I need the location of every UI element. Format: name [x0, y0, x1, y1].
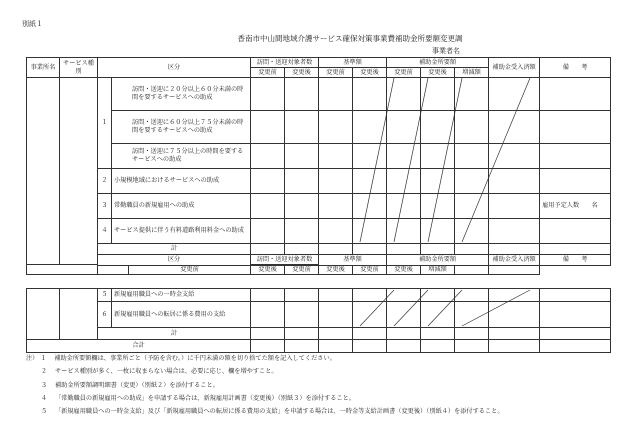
input-cell[interactable]	[285, 144, 319, 169]
service-type-cell[interactable]	[60, 78, 98, 265]
diagonal-cell	[387, 219, 421, 244]
category-number: ４	[98, 219, 112, 244]
remark-cell[interactable]	[540, 302, 611, 328]
header-subsidy-received: 補助金受入済額	[489, 58, 540, 78]
category-number: １	[98, 78, 112, 169]
input-cell[interactable]	[319, 289, 353, 302]
remark-cell[interactable]	[540, 144, 611, 169]
input-cell[interactable]	[319, 244, 353, 255]
header-category: 区分	[98, 255, 251, 266]
diagonal-cell	[489, 144, 540, 169]
input-cell[interactable]	[319, 340, 353, 353]
header-before: 変更前	[319, 68, 353, 78]
input-cell[interactable]	[489, 328, 540, 340]
diagonal-cell	[455, 78, 489, 111]
input-cell[interactable]	[285, 194, 319, 219]
diagonal-cell	[455, 289, 489, 302]
input-cell[interactable]	[353, 302, 387, 328]
input-cell[interactable]	[489, 244, 540, 255]
diagonal-cell	[421, 302, 455, 328]
input-cell[interactable]	[455, 328, 489, 340]
diagonal-cell	[387, 78, 421, 111]
input-cell[interactable]	[285, 289, 319, 302]
footnote-text: 「常勤職員の新規雇用への助成」を申請する場合は、新規雇用計画書（変更後）（別紙３）を添付すること。	[54, 394, 356, 402]
input-cell[interactable]	[387, 340, 421, 353]
diagonal-cell	[387, 169, 421, 194]
diagonal-cell	[421, 111, 455, 144]
input-cell[interactable]	[319, 169, 353, 194]
header-after: 変更後	[251, 266, 285, 275]
input-cell[interactable]	[353, 144, 387, 169]
diagonal-cell	[387, 289, 421, 302]
footnote-number: ５	[40, 408, 47, 416]
category-item: サービス提供に伴う有料道路利用料金への助成	[112, 219, 251, 244]
diagonal-cell	[387, 302, 421, 328]
diagonal-cell	[489, 111, 540, 144]
input-cell[interactable]	[353, 169, 387, 194]
input-cell[interactable]	[285, 340, 319, 353]
header-visits-count: 訪問・送迎対象者数	[251, 255, 319, 265]
input-cell[interactable]	[319, 219, 353, 244]
input-cell[interactable]	[353, 328, 387, 340]
header-service-type: サービス種別	[60, 58, 98, 78]
header-before: 変更前	[251, 68, 285, 78]
category-item: 小規模地域におけるサービスへの助成	[112, 169, 251, 194]
input-cell[interactable]	[319, 194, 353, 219]
remark-cell[interactable]	[540, 219, 611, 244]
diagonal-cell	[455, 302, 489, 328]
input-cell[interactable]	[353, 219, 387, 244]
input-cell[interactable]	[285, 328, 319, 340]
diagonal-cell	[421, 289, 455, 302]
subtotal-label: 計	[98, 244, 251, 255]
category-item: 訪問・送迎に２０分以上６０分未満の時間を要するサービスへの助成	[112, 78, 251, 111]
input-cell[interactable]	[251, 289, 285, 302]
input-cell[interactable]	[251, 219, 285, 244]
diagonal-cell	[489, 219, 540, 244]
input-cell[interactable]	[319, 144, 353, 169]
remark-cell[interactable]	[540, 111, 611, 144]
category-number: ５	[98, 289, 112, 302]
input-cell[interactable]	[353, 289, 387, 302]
input-cell[interactable]	[251, 111, 285, 144]
diagonal-cell	[421, 219, 455, 244]
footnote-row	[26, 405, 504, 418]
remark-cell[interactable]	[540, 340, 611, 353]
diagonal-cell	[455, 111, 489, 144]
header-after: 変更後	[387, 266, 421, 275]
input-cell[interactable]	[319, 302, 353, 328]
footnote-row	[26, 365, 504, 378]
footnote-number: ３	[40, 381, 47, 389]
diagonal-cell	[455, 144, 489, 169]
input-cell[interactable]	[455, 244, 489, 255]
header-after: 変更後	[421, 68, 455, 78]
grand-total-label: 合計	[27, 340, 251, 353]
header-remarks: 備 考	[540, 58, 611, 78]
input-cell[interactable]	[353, 194, 387, 219]
category-number: ３	[98, 194, 112, 219]
diagonal-cell	[489, 78, 540, 111]
category-number: ２	[98, 169, 112, 194]
remark-cell[interactable]	[540, 244, 611, 255]
category-item: 常勤職員の新規雇用への助成	[112, 194, 251, 219]
diagonal-cell	[387, 111, 421, 144]
input-cell[interactable]	[387, 244, 421, 255]
footnote-number: ４	[40, 394, 47, 402]
diagonal-cell	[489, 169, 540, 194]
input-cell[interactable]	[353, 340, 387, 353]
input-cell[interactable]	[251, 244, 285, 255]
office-name-cell[interactable]	[27, 289, 60, 340]
subsidy-form-table	[26, 57, 611, 275]
lump-sum-table	[26, 288, 611, 353]
input-cell[interactable]	[455, 340, 489, 353]
input-cell[interactable]	[421, 244, 455, 255]
input-cell[interactable]	[353, 78, 387, 111]
category-item: 新規雇用職員への転居に係る費用の支給	[112, 302, 251, 328]
input-cell[interactable]	[285, 169, 319, 194]
header-increase-decrease: 増減額	[455, 68, 489, 78]
category-number: ６	[98, 302, 112, 328]
diagonal-cell	[387, 194, 421, 219]
input-cell[interactable]	[319, 111, 353, 144]
input-cell[interactable]	[285, 244, 319, 255]
input-cell[interactable]	[319, 328, 353, 340]
header-subsidy-required: 補助金所要額	[387, 58, 489, 68]
diagonal-cell	[455, 194, 489, 219]
footnote-row	[26, 352, 504, 365]
input-cell[interactable]	[251, 144, 285, 169]
input-cell[interactable]	[251, 194, 285, 219]
footnote-text: 補助金所要額欄は、事業所ごと（予防を含む。）に千円未満の額を切り捨てた額を記入してください。	[54, 355, 336, 362]
input-cell[interactable]	[353, 244, 387, 255]
header-visits-count: 訪問・送迎対象者数	[251, 58, 319, 68]
category-item: 訪問・送迎に７５分以上の時間を要するサービスへの助成	[112, 144, 251, 169]
header-after: 変更後	[353, 68, 387, 78]
input-cell[interactable]	[387, 328, 421, 340]
header-before: 変更前	[129, 266, 251, 275]
remark-cell[interactable]	[540, 169, 611, 194]
service-type-cell[interactable]	[60, 289, 98, 340]
footnote-text: 補助金所要額調明細書（変更）（別紙２）を添付すること。	[54, 381, 219, 389]
input-cell[interactable]	[421, 328, 455, 340]
diagonal-cell	[489, 194, 540, 219]
input-cell[interactable]	[285, 302, 319, 328]
input-cell[interactable]	[489, 340, 540, 353]
header-base-amount: 基準額	[319, 58, 387, 68]
input-cell[interactable]	[251, 169, 285, 194]
input-cell[interactable]	[285, 111, 319, 144]
input-cell[interactable]	[251, 328, 285, 340]
header-base-amount: 基準額	[319, 255, 387, 266]
footnote-row	[26, 379, 504, 392]
footnote-text: 「新規雇用職員への一時金支給」及び「新規雇用職員への転居に係る費用の支給」を申請する場合は、一時金等支給計画書（変更後）（別紙４）を添付すること。	[54, 408, 504, 416]
office-name-label: 事業者名	[432, 47, 460, 55]
footnote-number: ２	[40, 368, 47, 376]
header-subsidy-required: 補助金所要額	[387, 255, 489, 266]
diagonal-cell	[421, 144, 455, 169]
office-name-cell[interactable]	[27, 78, 60, 265]
header-before: 変更前	[285, 266, 319, 275]
header-after: 変更後	[319, 266, 353, 275]
subtotal-label: 計	[98, 328, 251, 340]
diagonal-cell	[421, 78, 455, 111]
attachment-label: 別紙１	[22, 20, 43, 28]
header-increase-decrease: 増減額	[421, 266, 455, 275]
header-remarks: 備 考	[540, 255, 611, 266]
remark-cell[interactable]	[540, 78, 611, 111]
footnote-row	[26, 392, 504, 405]
category-item: 訪問・送迎に６０分以上７５分未満の時間を要するサービスへの助成	[112, 111, 251, 144]
category-item: 新規雇用職員への一時金支給	[112, 289, 251, 302]
footnote-number: １	[40, 355, 47, 362]
remark-cell[interactable]	[540, 289, 611, 302]
input-cell[interactable]	[251, 340, 285, 353]
input-cell[interactable]	[251, 302, 285, 328]
header-category: 区分	[98, 58, 251, 78]
employment-count-remark: 雇用予定人数 名	[540, 194, 611, 219]
header-before: 変更前	[387, 68, 421, 78]
footnotes	[26, 352, 504, 418]
diagonal-cell	[489, 289, 540, 302]
header-after: 変更後	[285, 68, 319, 78]
input-cell[interactable]	[421, 340, 455, 353]
diagonal-cell	[455, 219, 489, 244]
input-cell[interactable]	[251, 78, 285, 111]
diagonal-cell	[489, 302, 540, 328]
notes-lead: 注）	[26, 355, 39, 362]
input-cell[interactable]	[353, 111, 387, 144]
diagonal-cell	[455, 169, 489, 194]
header-before: 変更前	[353, 266, 387, 275]
header-subsidy-received: 補助金受入済額	[489, 255, 540, 266]
input-cell[interactable]	[285, 78, 319, 111]
header-office-name: 事業所名	[27, 58, 60, 78]
input-cell[interactable]	[319, 78, 353, 111]
diagonal-cell	[421, 194, 455, 219]
diagonal-cell	[421, 169, 455, 194]
footnote-text: サービス種別が多く、一枚に収まらない場合は、必要に応じ、欄を増やすこと。	[54, 368, 278, 376]
form-title: 香南市中山間地域介護サービス確保対策事業費補助金所要額変更調	[237, 34, 463, 43]
remark-cell[interactable]	[540, 328, 611, 340]
diagonal-cell	[387, 144, 421, 169]
input-cell[interactable]	[285, 219, 319, 244]
